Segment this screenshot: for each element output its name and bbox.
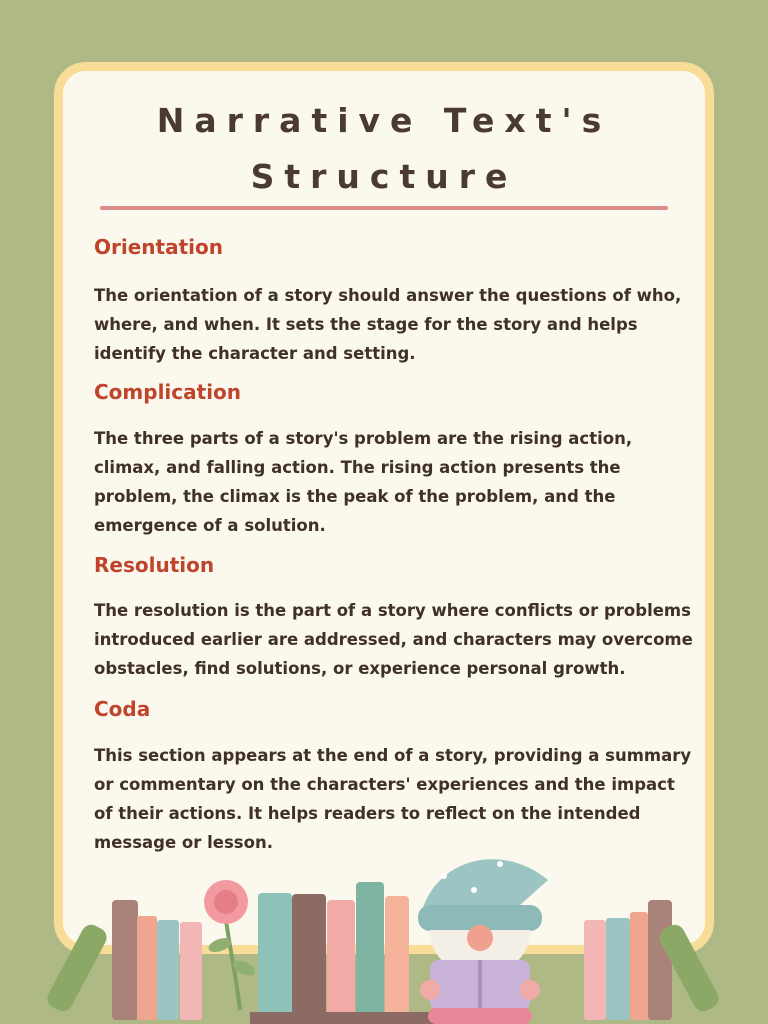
section-body-coda: This section appears at the end of a story, providing a summary or commentary on the characters' experiences and the impact of their actions. It helps readers to reflect on the intended message or lesson. <box>94 746 692 852</box>
section-body-orientation: The orientation of a story should answer the questions of who, where, and when. It sets the stage for the story and helps identify the character and setting. <box>94 286 682 363</box>
book-stack-icon <box>250 882 450 1024</box>
section-heading-orientation: Orientation <box>94 235 223 259</box>
section-body-complication: The three parts of a story's problem are the rising action, climax, and falling action. The rising action presents the problem, the climax is the peak of the problem, and the emergence of a solution. <box>94 429 633 535</box>
title-line-2: Structure <box>250 157 518 196</box>
books-icon <box>44 900 202 1020</box>
title-line-1: Narrative Text's <box>156 101 612 140</box>
gnome-reading-icon <box>418 859 548 1024</box>
section-heading-coda: Coda <box>94 697 151 721</box>
title-divider <box>100 206 668 210</box>
section-heading-resolution: Resolution <box>94 553 215 577</box>
bottom-illustration <box>0 840 768 1024</box>
section-heading-complication: Complication <box>94 380 242 404</box>
books-icon <box>584 900 722 1020</box>
section-body-resolution: The resolution is the part of a story where conflicts or problems introduced earlier are addressed, and characters may overcome obstacles, find solutions, or experience personal growth. <box>94 601 693 678</box>
page-title <box>0 93 768 205</box>
rose-icon <box>204 880 257 1010</box>
